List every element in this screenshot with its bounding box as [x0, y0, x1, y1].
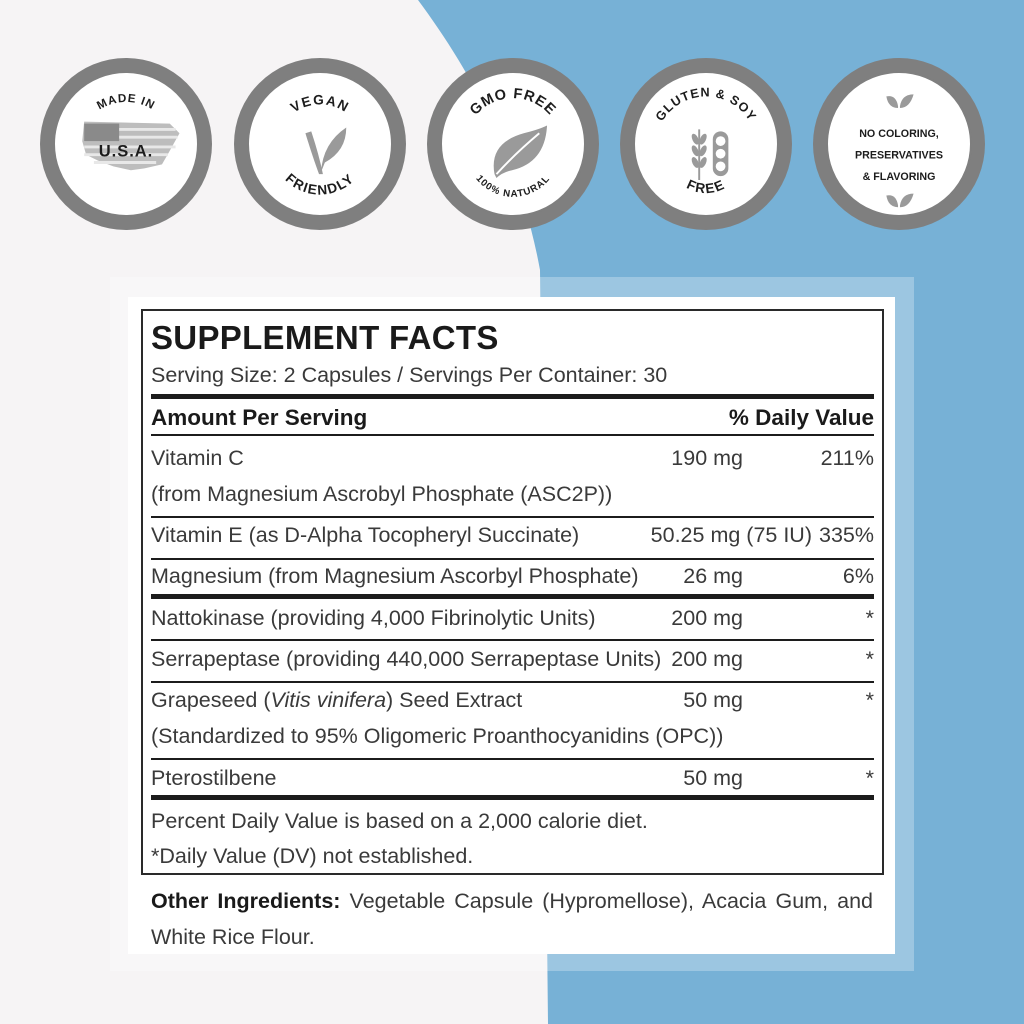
supplement-facts-box: [141, 309, 884, 875]
preservatives-label: PRESERVATIVES: [855, 149, 943, 162]
svg-text:GLUTEN & SOY: [653, 85, 759, 123]
badge-vegan-friendly: [234, 58, 406, 230]
ingredient-dv: *: [865, 766, 874, 790]
free-label: FREE: [684, 176, 728, 197]
divider-thick: [151, 594, 874, 599]
ingredient-name: Serrapeptase (providing 440,000 Serrapeptase Units): [151, 647, 662, 671]
ingredient-name: Pterostilbene: [151, 766, 277, 790]
badge-gluten-soy-free: [620, 58, 792, 230]
facts-title: SUPPLEMENT FACTS: [151, 319, 499, 356]
nutrient-amount: 50.25 mg (75 IU): [650, 523, 812, 547]
ingredient-amount: 50 mg: [683, 688, 743, 712]
made-in-usa-badge-art: [55, 73, 197, 215]
serving-size: Serving Size: 2 Capsules / Servings Per Container: 30: [151, 363, 668, 387]
other-ingredients-text: Vegetable Capsule (Hypromellose), Acacia Gum, and White Rice Flour.: [151, 889, 873, 949]
friendly-label: FRIENDLY: [282, 170, 358, 198]
divider: [151, 758, 874, 760]
footnote-dv-not-established: *Daily Value (DV) not established.: [151, 844, 474, 868]
badge-made-in-usa: [40, 58, 212, 230]
latin-name: Vitis vinifera: [270, 688, 387, 712]
ingredient-name: Grapeseed (Vitis vinifera) Seed Extract: [151, 688, 523, 712]
ingredient-amount: 200 mg: [671, 606, 743, 630]
gluten-soy-label: GLUTEN & SOY: [652, 85, 760, 124]
nutrient-name: Magnesium (from Magnesium Ascorbyl Phosphate): [151, 564, 639, 588]
ingredient-standardization: (Standardized to 95% Oligomeric Proanthocyanidins (OPC)): [151, 724, 724, 748]
made-in-label: MADE IN: [94, 91, 158, 113]
daily-value-header: % Daily Value: [728, 405, 874, 430]
svg-text:VEGAN: [288, 92, 352, 115]
nutrient-source: (from Magnesium Ascrobyl Phosphate (ASC2P)): [151, 482, 613, 506]
ingredient-dv: *: [865, 647, 874, 671]
leaves-top-icon: [886, 94, 913, 108]
ingredient-dv: *: [865, 688, 874, 712]
svg-text:100% NATURAL: [474, 173, 553, 200]
svg-text:GMO FREE: [467, 86, 559, 119]
divider: [151, 434, 874, 436]
divider-thick: [151, 394, 874, 399]
soybean-icon: [713, 131, 729, 176]
usa-label: U.S.A.: [98, 141, 154, 161]
flavoring-label: & FLAVORING: [862, 170, 936, 183]
badge-gmo-free: [427, 58, 599, 230]
other-ingredients: [151, 883, 873, 955]
divider: [151, 558, 874, 560]
ingredient-dv: *: [865, 606, 874, 630]
vegan-v-leaf-icon: [305, 127, 346, 174]
leaf-icon: [494, 126, 547, 179]
wheat-icon: [690, 129, 708, 180]
ingredient-amount: 50 mg: [683, 766, 743, 790]
badge-no-additives: [813, 58, 985, 230]
svg-text:FRIENDLY: [283, 170, 358, 197]
no-coloring-label: NO COLORING,: [859, 128, 939, 141]
svg-text:FREE: [684, 177, 727, 197]
nutrient-dv: 335%: [819, 523, 874, 547]
gmo-free-label: GMO FREE: [466, 86, 560, 119]
supplement-facts-panel: [128, 297, 895, 954]
vegan-badge-art: [249, 73, 391, 215]
divider-thick: [151, 795, 874, 800]
amount-per-serving-header: Amount Per Serving: [151, 405, 368, 430]
vegan-label: VEGAN: [287, 92, 353, 116]
gmo-free-badge-art: [442, 73, 584, 215]
other-ingredients-label: Other Ingredients:: [151, 889, 341, 913]
ingredient-name: Nattokinase (providing 4,000 Fibrinolytic Units): [151, 606, 596, 630]
nutrient-name: Vitamin E (as D-Alpha Tocopheryl Succinate): [151, 523, 580, 547]
ingredient-amount: 200 mg: [671, 647, 743, 671]
divider: [151, 681, 874, 683]
nutrient-name: Vitamin C: [151, 446, 244, 470]
footnote-dv-basis: Percent Daily Value is based on a 2,000 calorie diet.: [151, 809, 648, 833]
leaves-bottom-icon: [886, 194, 913, 208]
svg-text:MADE IN: [95, 92, 157, 113]
gluten-soy-badge-art: [635, 73, 777, 215]
no-additives-badge-art: [828, 73, 970, 215]
nutrient-amount: 26 mg: [683, 564, 743, 588]
nutrient-dv: 6%: [842, 564, 874, 588]
divider: [151, 639, 874, 641]
nutrient-dv: 211%: [820, 446, 874, 470]
natural-label: 100% NATURAL: [473, 173, 553, 200]
divider: [151, 516, 874, 518]
nutrient-amount: 190 mg: [671, 446, 743, 470]
